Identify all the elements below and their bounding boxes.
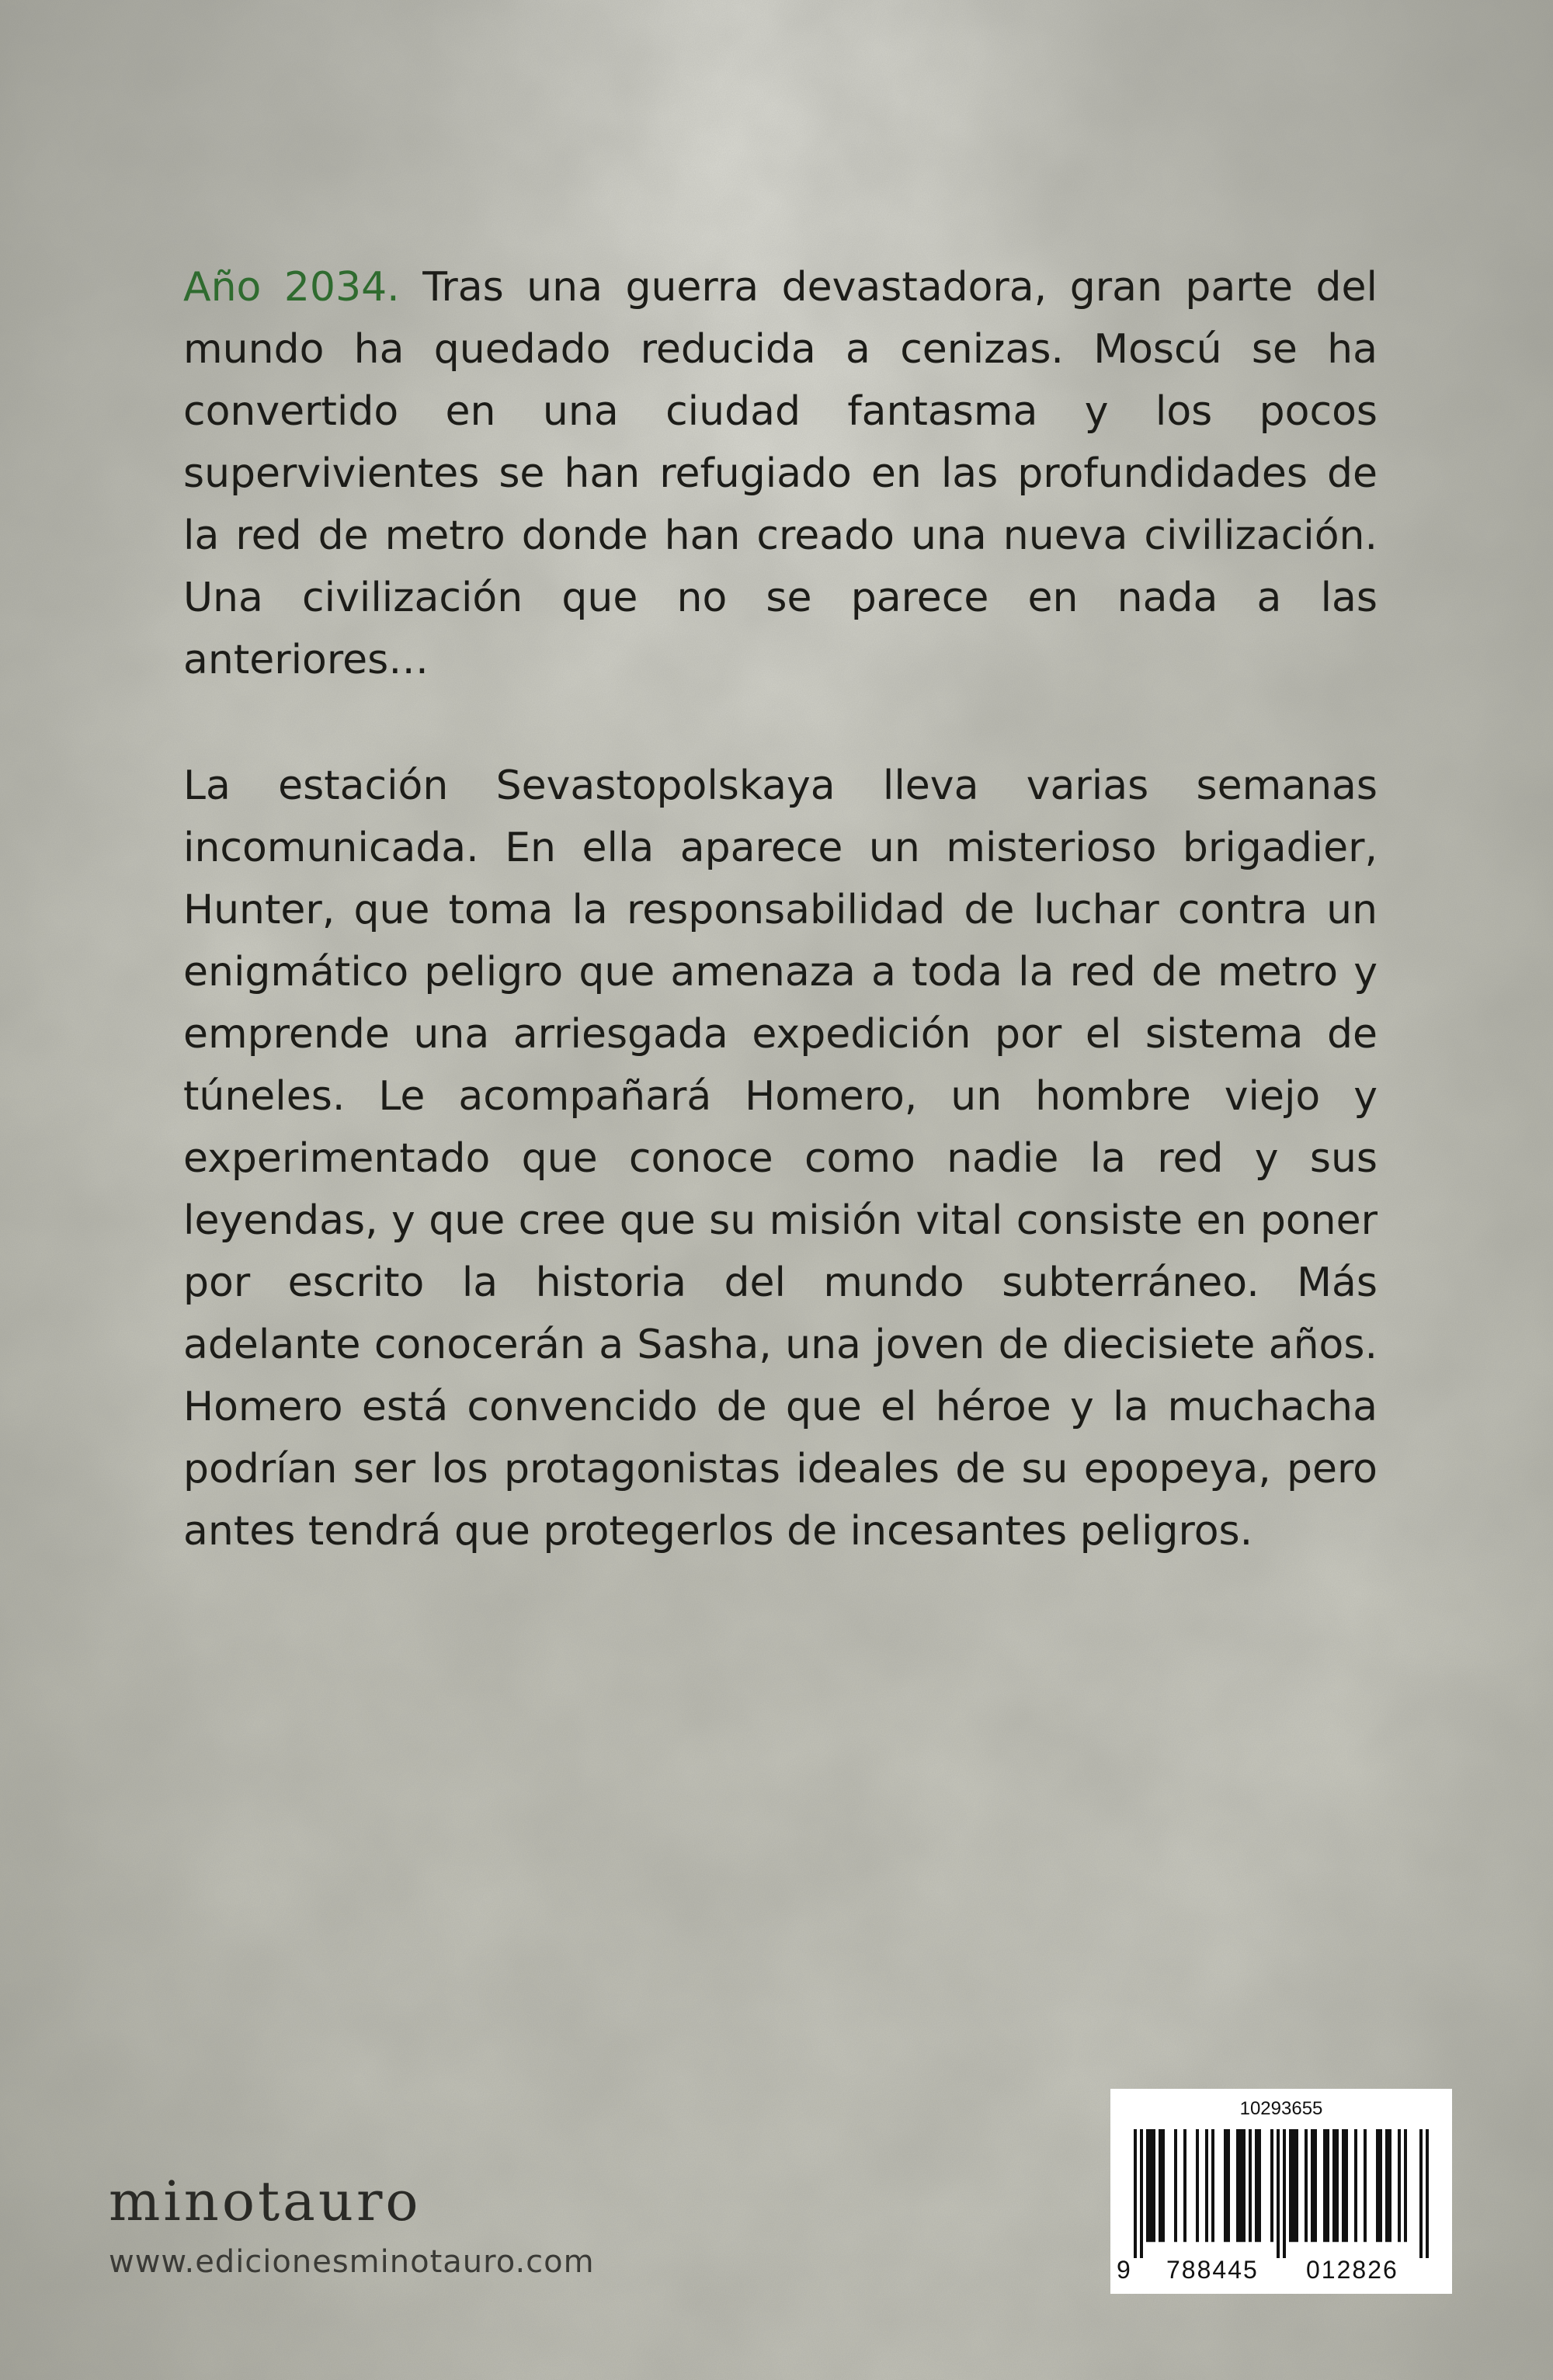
barcode-left-digits: 788445	[1166, 2256, 1259, 2284]
barcode-bar	[1314, 2129, 1317, 2242]
barcode-bar	[1283, 2129, 1286, 2258]
paragraph-1-text: Tras una guerra devastadora, gran parte del mundo ha quedado reducida a cenizas. Moscú se ha convertido en una ciudad fantasma y los pocos supervivientes se han refugiado en las profundidades de la red de metro donde han creado una nueva civilización. Una civilización que no se parece en nada a las anteriores…	[183, 264, 1378, 683]
barcode-bar	[1388, 2129, 1391, 2242]
year-highlight: Año 2034.	[183, 264, 400, 311]
barcode-bar	[1426, 2129, 1429, 2258]
barcode-bar	[1159, 2129, 1162, 2242]
barcode-right-digits: 012826	[1306, 2256, 1398, 2284]
barcode-bar	[1342, 2129, 1345, 2242]
barcode-bar	[1162, 2129, 1165, 2242]
barcode-bars	[1134, 2129, 1429, 2258]
barcode-bar	[1277, 2129, 1280, 2258]
synopsis-paragraph-1	[183, 256, 1378, 691]
barcode-bar	[1379, 2129, 1382, 2242]
barcode-bar	[1311, 2129, 1314, 2242]
barcode-bar	[1323, 2129, 1326, 2242]
barcode-bar	[1289, 2129, 1292, 2242]
barcode-bar	[1239, 2129, 1242, 2242]
barcode-bar	[1305, 2129, 1308, 2242]
barcode-bar	[1258, 2129, 1261, 2242]
barcode-bar	[1242, 2129, 1246, 2242]
isbn-barcode	[1110, 2089, 1452, 2294]
synopsis	[183, 256, 1378, 1562]
publisher-logo: minotauro	[109, 2170, 422, 2233]
barcode-bar	[1224, 2129, 1227, 2242]
barcode-bar	[1149, 2129, 1152, 2242]
barcode-bar	[1376, 2129, 1379, 2242]
barcode-bar	[1364, 2129, 1367, 2242]
barcode-bar	[1227, 2129, 1230, 2242]
barcode-bar	[1152, 2129, 1155, 2242]
barcode-bar	[1398, 2129, 1401, 2242]
barcode-reference-number: 10293655	[1239, 2098, 1323, 2119]
barcode-bar	[1404, 2129, 1407, 2242]
barcode-bar	[1332, 2129, 1336, 2242]
synopsis-paragraph-2: La estación Sevastopolskaya lleva varias semanas incomunicada. En ella aparece un misterioso brigadier, Hunter, que toma la responsabilidad de luchar contra un enigmático peligro que amenaza a toda la red de metro y emprende una arriesgada expedición por el sistema de túneles. Le acompañará Homero, un hombre viejo y experimentado que conoce como nadie la red y sus leyendas, y que cree que su misión vital consiste en poner por escrito la historia del mundo subterráneo. Más adelante conocerán a Sasha, una joven de diecisiete años. Homero está convencido de que el héroe y la muchacha podrían ser los protagonistas ideales de su epopeya, pero antes tendrá que protegerlos de incesantes peligros.	[183, 763, 1378, 1555]
publisher-website: www.edicionesminotauro.com	[109, 2244, 595, 2280]
barcode-bar	[1336, 2129, 1339, 2242]
barcode-bar	[1270, 2129, 1273, 2242]
barcode-bar	[1249, 2129, 1252, 2242]
barcode-bar	[1354, 2129, 1357, 2242]
barcode-bar	[1211, 2129, 1214, 2242]
barcode-bar	[1345, 2129, 1348, 2242]
barcode-bar	[1385, 2129, 1388, 2242]
barcode-first-digit: 9	[1117, 2256, 1132, 2284]
barcode-bar	[1292, 2129, 1295, 2242]
barcode-bar	[1236, 2129, 1239, 2242]
barcode-bar	[1183, 2129, 1186, 2242]
barcode-bar	[1174, 2129, 1177, 2242]
barcode-bar	[1205, 2129, 1208, 2242]
barcode-bar	[1295, 2129, 1298, 2242]
barcode-bar	[1134, 2129, 1137, 2258]
barcode-bar	[1255, 2129, 1258, 2242]
barcode-bar	[1419, 2129, 1423, 2258]
barcode-bar	[1140, 2129, 1143, 2258]
barcode-bar	[1146, 2129, 1149, 2242]
barcode-bar	[1326, 2129, 1329, 2242]
barcode-bar	[1196, 2129, 1199, 2242]
